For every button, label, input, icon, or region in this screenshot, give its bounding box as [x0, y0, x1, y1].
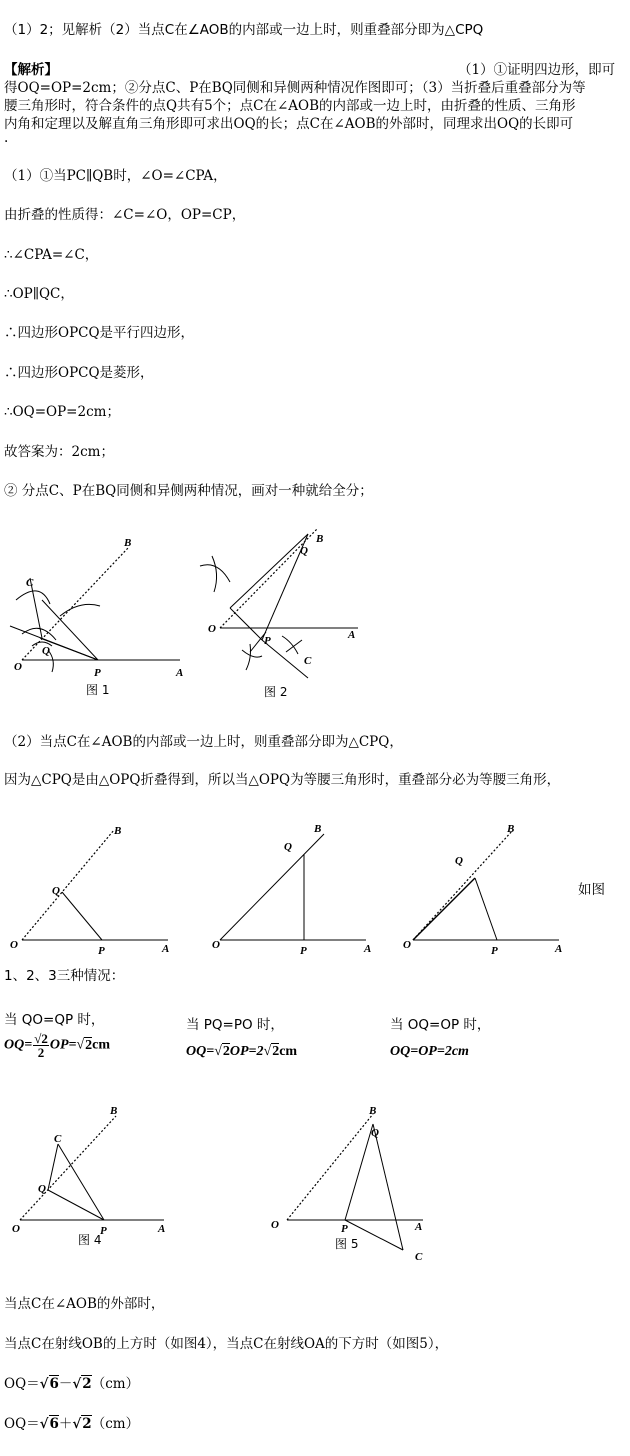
label-O: O [12, 1223, 20, 1235]
label-O: O [14, 661, 22, 673]
section2-title: （2）当点C在∠AOB的内部或一边上时，则重叠部分即为△CPQ， [4, 734, 403, 750]
label-O: O [208, 623, 216, 635]
label-C: C [304, 655, 312, 667]
analysis-line: 得OQ=OP=2cm；②分点C、P在BQ同侧和异侧两种情况作图即可；（3）当折叠后重叠部分为等 [4, 80, 586, 96]
label-B: B [124, 537, 132, 549]
case2-formula: OQ=√2OP=2√2cm [186, 1044, 298, 1059]
label-Q: Q [300, 545, 308, 557]
label-A: A [348, 629, 356, 641]
case-figure-1 [0, 820, 180, 960]
label-B: B [316, 533, 324, 545]
analysis-line: 腰三角形时，符合条件的点Q共有5个；点C在∠AOB的内部或一边上时，由折叠的性质、三角形 [4, 98, 576, 114]
proof-step: ② 分点C、P在BQ同侧和异侧两种情况，画对一种就给全分； [4, 483, 373, 499]
label-A: A [415, 1221, 423, 1233]
label-B: B [369, 1105, 377, 1117]
analysis-lead: （1）①证明四边形，即可 [458, 62, 616, 78]
label-A: A [158, 1223, 166, 1235]
cases-intro: 1、2、3三种情况： [4, 968, 125, 984]
analysis-label: 【解析】 [4, 62, 58, 78]
label-Q: Q [371, 1127, 379, 1139]
label-O: O [271, 1219, 279, 1231]
label-A: A [176, 667, 184, 679]
answer-summary: （1）2；见解析（2）当点C在∠AOB的内部或一边上时，则重叠部分即为△CPQ [4, 22, 484, 38]
proof-step: ∴四边形OPCQ是菱形， [4, 365, 154, 381]
label-Q: Q [455, 855, 463, 867]
case-figure-2 [200, 820, 380, 960]
figure-1 [0, 520, 200, 700]
label-P: P [100, 1225, 107, 1237]
label-A: A [162, 943, 170, 955]
label-B: B [314, 823, 322, 835]
label-O: O [403, 939, 411, 951]
proof-step: ∴OQ=OP=2cm； [4, 404, 120, 420]
label-P: P [300, 945, 307, 957]
label-A: A [364, 943, 372, 955]
case3-formula: OQ=OP=2cm [390, 1044, 469, 1059]
label-B: B [110, 1105, 118, 1117]
figure-5 [265, 1100, 445, 1265]
label-O: O [10, 939, 18, 951]
section3-title: 当点C在∠AOB的外部时， [4, 1296, 165, 1312]
label-Q: Q [42, 645, 50, 657]
section3-note: 当点C在射线OB的上方时（如图4），当点C在射线OA的下方时（如图5）， [4, 1336, 449, 1352]
label-B: B [114, 825, 122, 837]
result-1: OQ＝√6－√2（cm） [4, 1376, 140, 1392]
analysis-line: . [4, 130, 9, 146]
label-C: C [415, 1251, 423, 1263]
label-P: P [94, 667, 101, 679]
label-C: C [26, 577, 34, 589]
proof-step: 故答案为：2cm； [4, 444, 114, 460]
figure-ref: 如图 [578, 882, 605, 898]
case1-formula: OQ= $\frac{√2}{2}$ OP=√2cm [4, 1031, 111, 1060]
figure-4 [0, 1100, 180, 1247]
label-Q: Q [38, 1183, 46, 1195]
proof-step: （1）①当PC∥QB时，∠O=∠CPA， [4, 168, 227, 184]
proof-step: ∴∠CPA=∠C， [4, 247, 99, 263]
figure-caption: 图 5 [335, 1237, 359, 1251]
label-O: O [212, 939, 220, 951]
proof-step: ∴OP∥QC， [4, 286, 74, 302]
label-A: A [555, 943, 563, 955]
label-P: P [341, 1223, 348, 1235]
analysis-line: 内角和定理以及解直角三角形即可求出OQ的长；点C在∠AOB的外部时，同理求出OQ的长即可 [4, 116, 574, 132]
figure-caption: 图 4 [78, 1233, 102, 1247]
label-B: B [507, 823, 515, 835]
figure-2 [190, 520, 370, 705]
proof-step: ∴四边形OPCQ是平行四边形， [4, 325, 195, 341]
label-P: P [264, 635, 271, 647]
label-C: C [54, 1133, 62, 1145]
case1-condition: 当 QO=QP 时， [4, 1012, 105, 1028]
result-2: OQ＝√6＋√2（cm） [4, 1416, 140, 1432]
case2-condition: 当 PQ=PO 时， [186, 1017, 284, 1033]
case3-condition: 当 OQ=OP 时， [390, 1017, 491, 1033]
label-Q: Q [52, 885, 60, 897]
proof-step: 由折叠的性质得：∠C=∠O，OP=CP， [4, 207, 246, 223]
label-P: P [491, 945, 498, 957]
figure-caption: 图 1 [86, 683, 110, 697]
label-Q: Q [284, 841, 292, 853]
case-figure-3 [395, 820, 575, 960]
section2-note: 因为△CPQ是由△OPQ折叠得到，所以当△OPQ为等腰三角形时，重叠部分必为等腰三角形， [4, 772, 561, 788]
label-P: P [98, 945, 105, 957]
figure-caption: 图 2 [264, 685, 288, 699]
